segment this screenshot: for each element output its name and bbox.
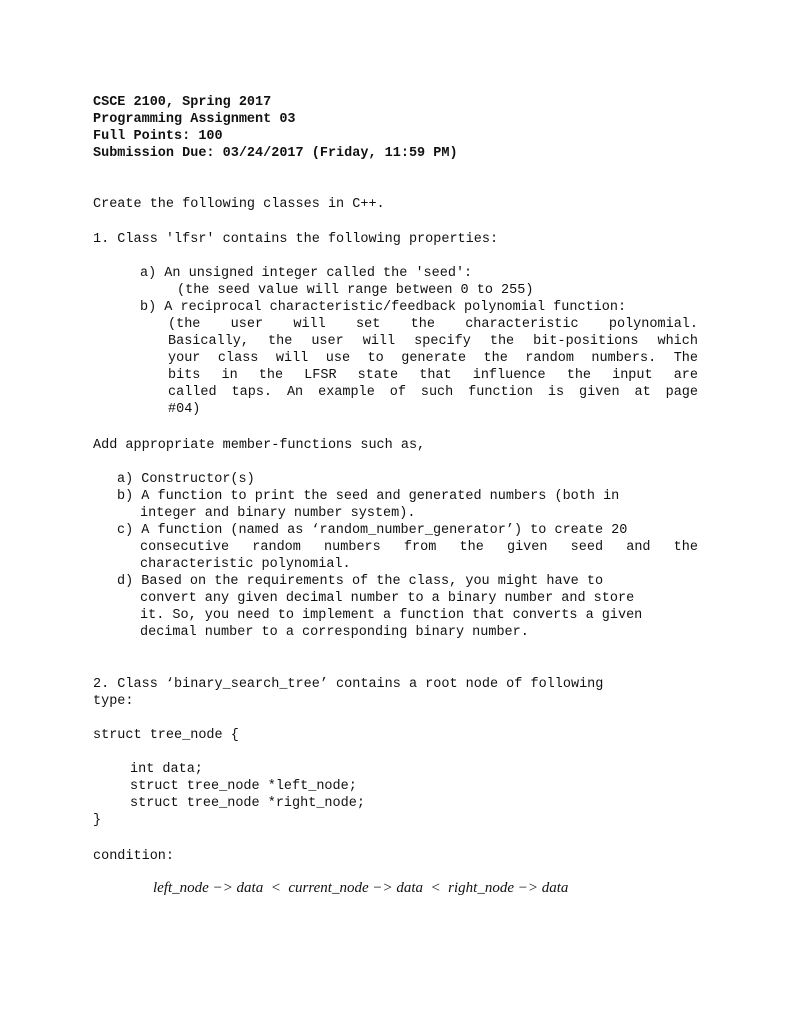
members-item-a: a) Constructor(s) — [117, 472, 255, 487]
members-item-d: d) Based on the requirements of the class, you might have to — [117, 574, 604, 589]
section1-item-b-text: your class will use to generate the random numbers. The — [168, 351, 698, 366]
section1-item-b-text: #04) — [168, 402, 201, 417]
section1-item-b-text: Basically, the user will specify the bit-positions which — [168, 334, 698, 349]
section1-item-b-text: called taps. An example of such function is given at page — [168, 385, 698, 400]
section1-item-a-detail: (the seed value will range between 0 to 255) — [177, 283, 534, 298]
assignment-title: Programming Assignment 03 — [93, 112, 296, 127]
members-item-d-text: it. So, you need to implement a function that converts a given — [140, 608, 643, 623]
condition-formula: left_node −> data < current_node −> data < right_node −> data — [153, 880, 569, 896]
members-item-b: b) A function to print the seed and generated numbers (both in — [117, 489, 620, 504]
members-item-b-text: integer and binary number system). — [140, 506, 416, 521]
submission-due: Submission Due: 03/24/2017 (Friday, 11:59 PM) — [93, 146, 458, 161]
section2-heading-cont: type: — [93, 694, 134, 709]
intro-text: Create the following classes in C++. — [93, 197, 385, 212]
section1-item-b: b) A reciprocal characteristic/feedback polynomial function: — [140, 300, 627, 315]
members-heading: Add appropriate member-functions such as, — [93, 438, 426, 453]
section2-heading: 2. Class ‘binary_search_tree’ contains a root node of following — [93, 677, 604, 692]
course-title: CSCE 2100, Spring 2017 — [93, 95, 272, 110]
members-item-c: c) A function (named as ‘random_number_generator’) to create 20 — [117, 523, 628, 538]
full-points: Full Points: 100 — [93, 129, 223, 144]
section1-item-a: a) An unsigned integer called the 'seed': — [140, 266, 473, 281]
members-item-c-text: consecutive random numbers from the given seed and the — [140, 540, 698, 555]
section1-heading: 1. Class 'lfsr' contains the following properties: — [93, 232, 499, 247]
code-struct-open: struct tree_node { — [93, 728, 239, 743]
code-struct-close: } — [93, 813, 102, 828]
members-item-c-text: characteristic polynomial. — [140, 557, 351, 572]
code-field-data: int data; — [130, 762, 203, 777]
condition-label: condition: — [93, 849, 175, 864]
section1-item-b-text: bits in the LFSR state that influence the input are — [168, 368, 698, 383]
code-field-right: struct tree_node *right_node; — [130, 796, 365, 811]
members-item-d-text: convert any given decimal number to a binary number and store — [140, 591, 635, 606]
code-field-left: struct tree_node *left_node; — [130, 779, 357, 794]
section1-item-b-text: (the user will set the characteristic polynomial. — [168, 317, 698, 332]
members-item-d-text: decimal number to a corresponding binary number. — [140, 625, 529, 640]
